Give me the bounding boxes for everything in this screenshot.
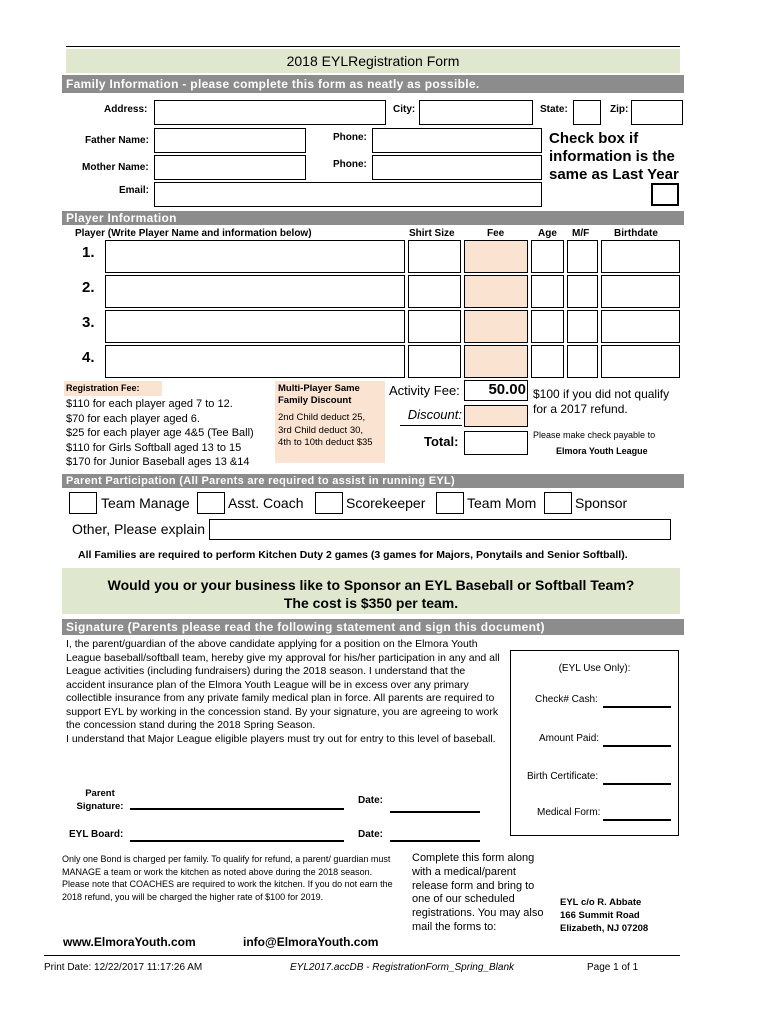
- registration-fee-line: $110 for Girls Softball aged 13 to 15: [66, 441, 242, 454]
- col-mf: M/F: [572, 228, 590, 239]
- activity-fee-note: $100 if you did not qualify for a 2017 refund.: [533, 387, 670, 416]
- player-age-input[interactable]: [531, 240, 564, 273]
- player-shirt-input[interactable]: [408, 345, 461, 378]
- player-age-input[interactable]: [531, 310, 564, 343]
- check-cash-label: Check# Cash:: [535, 694, 598, 705]
- other-explain-input[interactable]: [209, 519, 671, 540]
- player-name-input[interactable]: [105, 345, 405, 378]
- registration-fee-line: $70 for each player aged 6.: [66, 412, 200, 425]
- activity-fee-label: Activity Fee:: [389, 383, 460, 398]
- team-mom-label: Team Mom: [467, 495, 537, 511]
- player-row-number: 3.: [82, 314, 95, 331]
- registration-fee-label: Registration Fee:: [66, 383, 140, 393]
- amount-paid-label: Amount Paid:: [539, 733, 600, 744]
- payable-name: Elmora Youth League: [556, 446, 648, 456]
- multi-player-discount-title: Multi-Player Same Family Discount: [278, 383, 360, 406]
- mail-address-line: 166 Summit Road: [560, 910, 640, 921]
- col-shirt-size: Shirt Size: [409, 228, 455, 239]
- database-name: EYL2017.accDB - RegistrationForm_Spring_Blank: [290, 962, 514, 973]
- multi-player-discount-line: 3rd Child deduct 30,: [278, 424, 364, 436]
- player-mf-input[interactable]: [567, 345, 598, 378]
- eyl-board-date-line[interactable]: [390, 840, 480, 842]
- player-birthdate-input[interactable]: [601, 275, 680, 308]
- scorekeeper-label: Scorekeeper: [346, 495, 426, 511]
- eyl-board-label: EYL Board:: [69, 829, 124, 840]
- mail-address-line: EYL c/o R. Abbate: [560, 897, 642, 908]
- col-player: Player (Write Player Name and information below): [75, 228, 312, 239]
- player-name-input[interactable]: [105, 240, 405, 273]
- player-row-number: 2.: [82, 279, 95, 296]
- player-fee-input[interactable]: [464, 275, 528, 308]
- address-input[interactable]: [154, 100, 386, 125]
- bond-note: Only one Bond is charged per family. To qualify for refund, a parent/ guardian must MANAGE a team or work the kitchen as noted above during the 2018 season. Please note that COACHES are required to work the kitchen. If you do not earn the 2018 refund, you will be charged the higher rate of $100 for 2019.: [62, 854, 393, 902]
- amount-paid-line[interactable]: [603, 745, 671, 747]
- zip-label: Zip:: [610, 104, 629, 115]
- player-header: Player Information: [62, 211, 684, 225]
- asst-coach-checkbox[interactable]: [197, 492, 225, 514]
- team-manager-label: Team Manage: [101, 495, 190, 511]
- player-shirt-input[interactable]: [408, 275, 461, 308]
- player-name-input[interactable]: [105, 275, 405, 308]
- player-age-input[interactable]: [531, 275, 564, 308]
- medical-form-label: Medical Form:: [537, 807, 601, 818]
- player-mf-input[interactable]: [567, 310, 598, 343]
- player-mf-input[interactable]: [567, 240, 598, 273]
- signature-statement-paragraph: I understand that Major League eligible players must try out for entry to this level of baseball.: [66, 732, 496, 745]
- player-fee-input[interactable]: [464, 240, 528, 273]
- print-date: Print Date: 12/22/2017 11:17:26 AM: [44, 962, 203, 973]
- multi-player-discount-lines: [278, 412, 373, 450]
- player-row-number: 1.: [82, 244, 95, 261]
- parent-signature-line[interactable]: [130, 808, 344, 810]
- email-label: Email:: [119, 185, 150, 196]
- player-birthdate-input[interactable]: [601, 240, 680, 273]
- footer-rule: [44, 955, 680, 956]
- discount-input[interactable]: [464, 405, 528, 427]
- discount-underline: [400, 425, 462, 426]
- website-link[interactable]: www.ElmoraYouth.com: [63, 935, 196, 949]
- office-use-title: (EYL Use Only):: [558, 663, 631, 674]
- registration-fee-line: $110 for each player aged 7 to 12.: [66, 398, 233, 410]
- team-mom-checkbox[interactable]: [436, 492, 464, 514]
- multi-player-discount-line: 2nd Child deduct 25,: [278, 412, 366, 423]
- kitchen-duty-note: All Families are required to perform Kitchen Duty 2 games (3 games for Majors, Ponytails and Senior Softball).: [78, 549, 628, 561]
- address-label: Address:: [104, 104, 148, 115]
- mother-phone-label: Phone:: [333, 159, 367, 170]
- birth-certificate-line[interactable]: [603, 783, 671, 785]
- mail-address: [560, 896, 648, 935]
- same-as-last-year-label: Check box if information is the same as Last Year: [549, 130, 679, 183]
- state-input[interactable]: [573, 100, 601, 125]
- top-rule: [66, 46, 680, 47]
- col-fee: Fee: [487, 228, 505, 239]
- registration-fee-line: $170 for Junior Baseball ages 13 &14: [66, 456, 250, 468]
- city-input[interactable]: [419, 100, 533, 125]
- player-mf-input[interactable]: [567, 275, 598, 308]
- signature-statement: [66, 638, 500, 746]
- complete-form-note: Complete this form along with a medical/parent release form and bring to one of our scheduled registrations. You may also mail the forms to:: [412, 852, 544, 933]
- col-age: Age: [538, 228, 557, 239]
- payable-note: Please make check payable to: [533, 430, 656, 440]
- same-as-last-year-checkbox[interactable]: [651, 183, 679, 206]
- player-row-number: 4.: [82, 349, 95, 366]
- page-title: 2018 EYLRegistration Form: [286, 53, 460, 69]
- sponsor-question: Would you or your business like to Sponsor an EYL Baseball or Softball Team?: [107, 577, 635, 593]
- total-input[interactable]: [464, 431, 528, 455]
- player-shirt-input[interactable]: [408, 240, 461, 273]
- sponsor-label: Sponsor: [575, 495, 628, 511]
- state-label: State:: [540, 104, 568, 115]
- father-phone-input[interactable]: [372, 128, 542, 153]
- discount-label: Discount:: [407, 407, 462, 422]
- page-number: Page 1 of 1: [587, 962, 639, 973]
- check-cash-line[interactable]: [603, 706, 671, 708]
- activity-fee-value: 50.00: [488, 381, 526, 398]
- father-input[interactable]: [154, 128, 306, 153]
- asst-coach-label: Asst. Coach: [228, 495, 304, 511]
- father-label: Father Name:: [85, 135, 149, 146]
- parent-date-label: Date:: [358, 795, 384, 806]
- birth-certificate-label: Birth Certificate:: [527, 771, 599, 782]
- eyl-board-line[interactable]: [130, 840, 344, 842]
- city-label: City:: [393, 104, 416, 115]
- family-header: Family Information - please complete this form as neatly as possible.: [62, 75, 684, 93]
- sponsor-cost: The cost is $350 per team.: [283, 595, 459, 611]
- mother-input[interactable]: [154, 155, 306, 180]
- registration-fee-list: [66, 397, 254, 470]
- registration-fee-line: $25 for each player age 4&5 (Tee Ball): [66, 427, 254, 439]
- col-birthdate: Birthdate: [614, 228, 658, 239]
- total-label: Total:: [424, 434, 459, 449]
- player-fee-input[interactable]: [464, 310, 528, 343]
- player-birthdate-input[interactable]: [601, 345, 680, 378]
- parent-date-line[interactable]: [390, 811, 480, 813]
- multi-player-discount-line: 4th to 10th deduct $35: [278, 437, 373, 448]
- parent-header: Parent Participation (All Parents are required to assist in running EYL): [62, 474, 684, 488]
- player-birthdate-input[interactable]: [601, 310, 680, 343]
- team-manager-checkbox[interactable]: [69, 492, 97, 514]
- signature-header: Signature (Parents please read the following statement and sign this document): [62, 619, 684, 635]
- player-name-input[interactable]: [105, 310, 405, 343]
- father-phone-label: Phone:: [333, 132, 367, 143]
- sponsor-checkbox[interactable]: [544, 492, 572, 514]
- player-fee-input[interactable]: [464, 345, 528, 378]
- player-age-input[interactable]: [531, 345, 564, 378]
- email-link[interactable]: info@ElmoraYouth.com: [243, 935, 379, 949]
- parent-signature-label: Parent Signature:: [76, 788, 124, 812]
- signature-statement-paragraph: I, the parent/guardian of the above candidate applying for a position on the Elmora Youth League baseball/softball team, hereby give my approval for his/her participation in any and all League activities (including fundraisers) during the 2018 season. I understand that the accident insurance plan of the Elmora Youth League will be in excess over any primary collectible insurance from any private family medical plan in force. All parents are required to support EYL by working in the concession stand. By your signature, you are agreeing to work the concession stand during the 2018 Spring Season.: [66, 638, 500, 731]
- other-explain-label: Other, Please explain: [72, 521, 206, 537]
- email-input[interactable]: [154, 182, 542, 207]
- scorekeeper-checkbox[interactable]: [315, 492, 343, 514]
- mother-phone-input[interactable]: [372, 155, 542, 180]
- zip-input[interactable]: [631, 100, 683, 125]
- eyl-board-date-label: Date:: [358, 829, 384, 840]
- mail-address-line: Elizabeth, NJ 07208: [560, 923, 649, 934]
- medical-form-line[interactable]: [603, 819, 671, 821]
- mother-label: Mother Name:: [82, 162, 149, 173]
- player-shirt-input[interactable]: [408, 310, 461, 343]
